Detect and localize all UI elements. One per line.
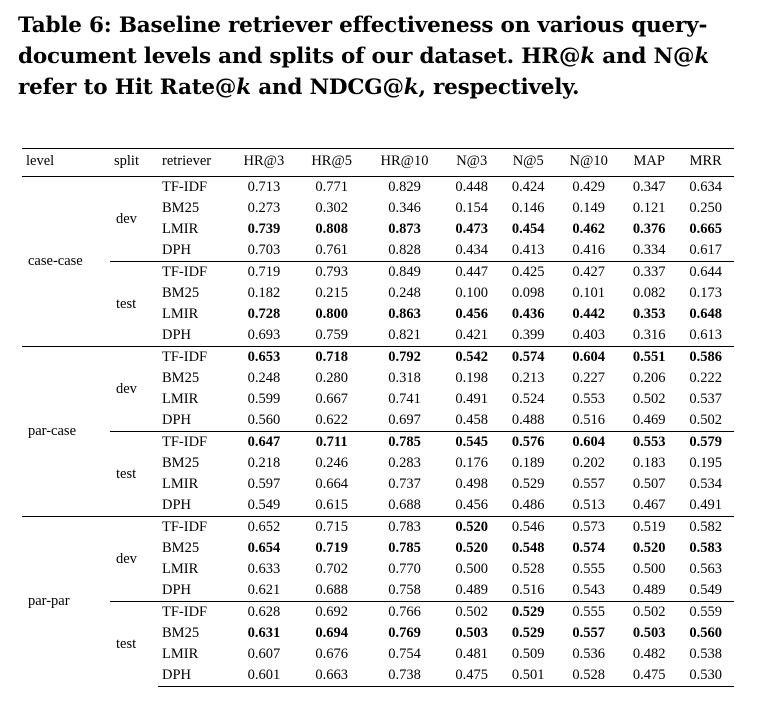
metric-cell: 0.694 [315,625,348,641]
retriever-cell: BM25 [162,455,200,471]
metric-cell: 0.548 [511,540,545,556]
metric-cell: 0.829 [366,177,444,199]
column-header: HR@10 [380,152,429,169]
metric-cell: 0.502 [632,391,666,407]
caption-k: k [694,44,710,69]
metric-cell: 0.227 [572,370,606,386]
metric-cell: 0.416 [572,242,606,258]
metric-cell: 0.462 [572,221,606,237]
retriever-cell: BM25 [162,370,200,386]
metric-cell: 0.583 [689,540,723,556]
metric-cell: 0.100 [455,285,489,301]
metric-cell: 0.182 [247,285,281,301]
table-row [22,517,734,539]
metric-cell: 0.828 [388,242,421,258]
caption-text: , respectively. [418,75,580,100]
metric-cell: 0.502 [621,602,678,624]
metric-cell: 0.528 [511,561,545,577]
metric-cell: 0.218 [247,455,281,471]
retriever-cell: LMIR [162,306,199,322]
retriever-cell: LMIR [162,561,199,577]
metric-cell: 0.413 [511,242,545,258]
split-cell: test [110,262,158,347]
table-row [22,602,734,624]
retriever-cell: DPH [162,497,192,513]
metric-cell: 0.702 [315,561,348,577]
metric-cell: 0.576 [500,432,557,454]
metric-cell: 0.628 [230,602,298,624]
column-header: split [114,152,139,169]
metric-cell: 0.491 [689,497,723,513]
metric-cell: 0.507 [632,476,666,492]
metric-cell: 0.713 [230,177,298,199]
results-table [22,148,734,687]
metric-cell: 0.520 [632,540,666,556]
metric-cell: 0.248 [388,285,421,301]
metric-cell: 0.154 [455,200,489,216]
caption-text: and NDCG@ [250,75,404,100]
metric-cell: 0.737 [388,476,421,492]
metric-cell: 0.334 [632,242,666,258]
metric-cell: 0.693 [247,327,281,343]
metric-cell: 0.520 [455,540,489,556]
column-header: N@3 [456,152,488,169]
metric-cell: 0.149 [572,200,606,216]
metric-cell: 0.302 [315,200,348,216]
metric-cell: 0.121 [632,200,666,216]
metric-cell: 0.513 [572,497,606,513]
metric-cell: 0.555 [572,561,606,577]
split-cell: test [110,602,158,687]
retriever-cell: LMIR [162,476,199,492]
metric-cell: 0.486 [511,497,545,513]
metric-cell: 0.146 [511,200,545,216]
metric-cell: 0.434 [455,242,489,258]
column-header: MRR [689,152,722,169]
metric-cell: 0.697 [388,412,421,428]
metric-cell: 0.652 [230,517,298,539]
metric-cell: 0.719 [315,540,348,556]
metric-cell: 0.783 [366,517,444,539]
metric-cell: 0.604 [556,347,620,369]
metric-cell: 0.559 [677,602,734,624]
metric-cell: 0.176 [455,455,489,471]
table-header [22,149,734,177]
metric-cell: 0.447 [443,262,500,284]
metric-cell: 0.347 [621,177,678,199]
caption-text: document levels and splits of our dataset. HR@ [18,44,581,69]
metric-cell: 0.469 [632,412,666,428]
metric-cell: 0.574 [500,347,557,369]
caption-line-3 [18,72,748,103]
metric-cell: 0.248 [247,370,281,386]
metric-cell: 0.502 [443,602,500,624]
metric-cell: 0.553 [621,432,678,454]
column-header: N@5 [512,152,544,169]
retriever-cell: LMIR [162,221,199,237]
metric-cell: 0.785 [366,432,444,454]
retriever-cell: DPH [162,327,192,343]
retriever-cell: BM25 [162,285,200,301]
metric-cell: 0.481 [455,646,489,662]
metric-cell: 0.280 [315,370,348,386]
metric-cell: 0.273 [247,200,281,216]
metric-cell: 0.427 [556,262,620,284]
retriever-cell: DPH [158,665,230,687]
metric-cell: 0.488 [511,412,545,428]
retriever-cell: BM25 [162,625,200,641]
retriever-cell: TF-IDF [158,517,230,539]
metric-cell: 0.703 [247,242,281,258]
metric-cell: 0.771 [298,177,366,199]
metric-cell: 0.792 [366,347,444,369]
metric-cell: 0.482 [632,646,666,662]
metric-cell: 0.189 [511,455,545,471]
retriever-cell: TF-IDF [158,602,230,624]
metric-cell: 0.719 [230,262,298,284]
metric-cell: 0.429 [556,177,620,199]
metric-cell: 0.213 [511,370,545,386]
metric-cell: 0.560 [689,625,723,641]
metric-cell: 0.873 [388,221,421,237]
table-body [22,177,734,687]
retriever-cell: LMIR [162,646,199,662]
metric-cell: 0.601 [230,665,298,687]
caption-text: refer to Hit Rate@ [18,75,237,100]
metric-cell: 0.631 [247,625,281,641]
metric-cell: 0.475 [443,665,500,687]
metric-cell: 0.283 [388,455,421,471]
metric-cell: 0.337 [621,262,678,284]
metric-cell: 0.215 [315,285,348,301]
metric-cell: 0.711 [298,432,366,454]
metric-cell: 0.101 [572,285,606,301]
metric-cell: 0.667 [315,391,348,407]
split-cell: dev [110,517,158,602]
caption-text: and N@ [594,44,695,69]
column-header: level [26,152,55,169]
metric-cell: 0.530 [677,665,734,687]
metric-cell: 0.442 [572,306,606,322]
retriever-cell: LMIR [162,391,199,407]
metric-cell: 0.246 [315,455,348,471]
metric-cell: 0.448 [443,177,500,199]
metric-cell: 0.663 [298,665,366,687]
metric-cell: 0.648 [689,306,723,322]
metric-cell: 0.346 [388,200,421,216]
metric-cell: 0.456 [455,306,489,322]
metric-cell: 0.454 [511,221,545,237]
metric-cell: 0.758 [388,582,421,598]
metric-cell: 0.604 [556,432,620,454]
metric-cell: 0.399 [511,327,545,343]
metric-cell: 0.654 [247,540,281,556]
metric-cell: 0.560 [247,412,281,428]
metric-cell: 0.770 [388,561,421,577]
metric-cell: 0.458 [455,412,489,428]
metric-cell: 0.501 [500,665,557,687]
metric-cell: 0.222 [689,370,723,386]
metric-cell: 0.688 [315,582,348,598]
metric-cell: 0.436 [511,306,545,322]
caption-k: k [236,75,251,100]
retriever-cell: DPH [162,412,192,428]
table-row [22,347,734,369]
metric-cell: 0.425 [500,262,557,284]
metric-cell: 0.318 [388,370,421,386]
caption-line-1: Table 6: Baseline retriever effectiveness on various query- [18,13,708,38]
metric-cell: 0.549 [689,582,723,598]
metric-cell: 0.551 [621,347,678,369]
level-cell: par-par [22,517,110,687]
metric-cell: 0.553 [572,391,606,407]
metric-cell: 0.520 [443,517,500,539]
table-caption [18,10,748,103]
retriever-cell: BM25 [162,200,200,216]
metric-cell: 0.528 [556,665,620,687]
metric-cell: 0.403 [572,327,606,343]
metric-cell: 0.082 [632,285,666,301]
metric-cell: 0.502 [689,412,723,428]
column-header: retriever [162,152,212,169]
metric-cell: 0.173 [689,285,723,301]
level-cell: par-case [22,347,110,517]
metric-cell: 0.489 [455,582,489,598]
metric-cell: 0.849 [366,262,444,284]
metric-cell: 0.759 [315,327,348,343]
metric-cell: 0.738 [366,665,444,687]
metric-cell: 0.195 [689,455,723,471]
metric-cell: 0.676 [315,646,348,662]
metric-cell: 0.098 [511,285,545,301]
metric-cell: 0.509 [511,646,545,662]
retriever-cell: TF-IDF [158,347,230,369]
metric-cell: 0.621 [247,582,281,598]
metric-cell: 0.617 [689,242,723,258]
metric-cell: 0.503 [632,625,666,641]
metric-cell: 0.250 [689,200,723,216]
metric-cell: 0.761 [315,242,348,258]
metric-cell: 0.793 [298,262,366,284]
metric-cell: 0.456 [455,497,489,513]
metric-cell: 0.615 [315,497,348,513]
metric-cell: 0.183 [632,455,666,471]
retriever-cell: TF-IDF [158,177,230,199]
metric-cell: 0.769 [388,625,421,641]
metric-cell: 0.353 [632,306,666,322]
retriever-cell: DPH [162,582,192,598]
metric-cell: 0.688 [388,497,421,513]
metric-cell: 0.574 [572,540,606,556]
level-cell: case-case [22,177,110,347]
metric-cell: 0.754 [388,646,421,662]
column-header: N@10 [569,152,608,169]
retriever-cell: TF-IDF [158,262,230,284]
metric-cell: 0.766 [366,602,444,624]
metric-cell: 0.644 [677,262,734,284]
metric-cell: 0.563 [689,561,723,577]
metric-cell: 0.529 [511,476,545,492]
retriever-cell: BM25 [162,540,200,556]
retriever-cell: TF-IDF [158,432,230,454]
metric-cell: 0.475 [621,665,678,687]
split-cell: test [110,432,158,517]
caption-k: k [580,44,595,69]
metric-cell: 0.715 [298,517,366,539]
metric-cell: 0.653 [230,347,298,369]
metric-cell: 0.586 [677,347,734,369]
metric-cell: 0.665 [689,221,723,237]
table-row [22,177,734,199]
metric-cell: 0.863 [388,306,421,322]
metric-cell: 0.607 [247,646,281,662]
metric-cell: 0.376 [632,221,666,237]
metric-cell: 0.524 [511,391,545,407]
caption-line-2 [18,41,748,72]
metric-cell: 0.198 [455,370,489,386]
metric-cell: 0.473 [455,221,489,237]
metric-cell: 0.491 [455,391,489,407]
metric-cell: 0.557 [572,625,606,641]
metric-cell: 0.519 [621,517,678,539]
metric-cell: 0.537 [689,391,723,407]
caption-k: k [403,75,419,100]
column-header: HR@5 [311,152,353,169]
metric-cell: 0.718 [298,347,366,369]
metric-cell: 0.808 [315,221,348,237]
metric-cell: 0.542 [443,347,500,369]
metric-cell: 0.633 [247,561,281,577]
metric-cell: 0.741 [388,391,421,407]
metric-cell: 0.664 [315,476,348,492]
metric-cell: 0.529 [511,625,545,641]
retriever-cell: DPH [162,242,192,258]
metric-cell: 0.503 [455,625,489,641]
metric-cell: 0.821 [388,327,421,343]
metric-cell: 0.316 [632,327,666,343]
metric-cell: 0.467 [632,497,666,513]
metric-cell: 0.579 [677,432,734,454]
metric-cell: 0.549 [247,497,281,513]
metric-cell: 0.206 [632,370,666,386]
metric-cell: 0.516 [511,582,545,598]
metric-cell: 0.545 [443,432,500,454]
metric-cell: 0.692 [298,602,366,624]
column-header: MAP [633,152,665,169]
metric-cell: 0.202 [572,455,606,471]
metric-cell: 0.785 [388,540,421,556]
table-row [22,262,734,284]
metric-cell: 0.573 [556,517,620,539]
metric-cell: 0.546 [500,517,557,539]
metric-cell: 0.622 [315,412,348,428]
metric-cell: 0.500 [632,561,666,577]
metric-cell: 0.647 [230,432,298,454]
metric-cell: 0.613 [689,327,723,343]
metric-cell: 0.599 [247,391,281,407]
metric-cell: 0.500 [455,561,489,577]
metric-cell: 0.557 [572,476,606,492]
header-row [22,149,734,177]
metric-cell: 0.424 [500,177,557,199]
metric-cell: 0.529 [500,602,557,624]
metric-cell: 0.543 [572,582,606,598]
split-cell: dev [110,347,158,432]
metric-cell: 0.800 [315,306,348,322]
metric-cell: 0.516 [572,412,606,428]
metric-cell: 0.536 [572,646,606,662]
metric-cell: 0.739 [247,221,281,237]
column-header: HR@3 [243,152,285,169]
table-row [22,432,734,454]
metric-cell: 0.421 [455,327,489,343]
metric-cell: 0.534 [689,476,723,492]
metric-cell: 0.538 [689,646,723,662]
split-cell: dev [110,177,158,262]
metric-cell: 0.555 [556,602,620,624]
metric-cell: 0.728 [247,306,281,322]
metric-cell: 0.634 [677,177,734,199]
metric-cell: 0.489 [632,582,666,598]
metric-cell: 0.582 [677,517,734,539]
metric-cell: 0.498 [455,476,489,492]
metric-cell: 0.597 [247,476,281,492]
